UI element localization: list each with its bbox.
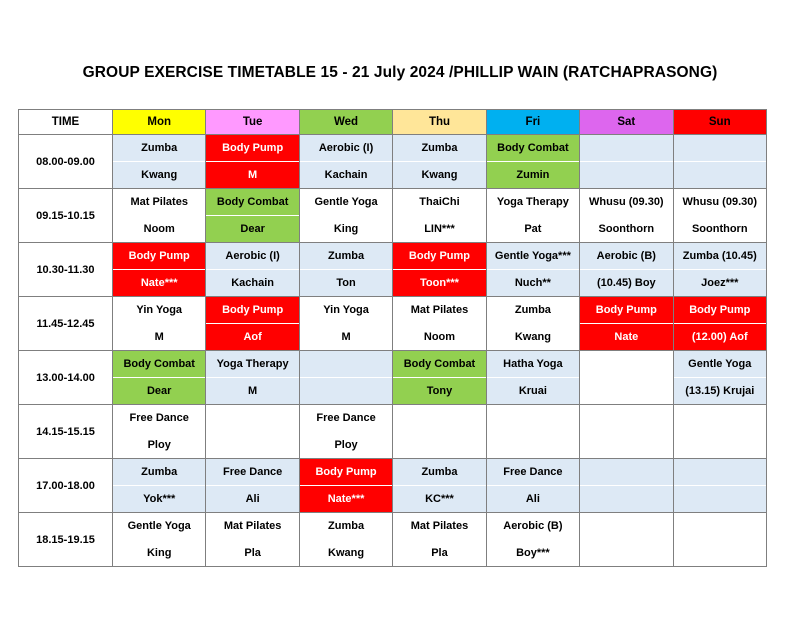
class-cell-mon [113, 405, 206, 459]
timetable-row [19, 351, 767, 405]
instructor-name: Nuch** [514, 277, 551, 289]
class-name [487, 405, 579, 432]
class-cell-thu [393, 351, 486, 405]
class-cell-wed [299, 405, 392, 459]
class-cell-tue [206, 189, 299, 243]
instructor-name: (12.00) Aof [691, 331, 748, 343]
class-cell-sun [673, 351, 766, 405]
time-slot: 14.15-15.15 [19, 405, 113, 459]
class-cell-sat [580, 135, 673, 189]
instructor-name: Kachain [231, 277, 275, 289]
instructor-name [580, 162, 672, 188]
instructor-name [580, 378, 672, 404]
class-cell-fri [486, 351, 579, 405]
class-cell-wed [299, 513, 392, 567]
class-cell-mon [113, 135, 206, 189]
class-name: Body Combat [487, 135, 579, 162]
instructor-name [580, 486, 672, 512]
instructor-name: KC*** [425, 493, 454, 505]
class-name: Body Combat [206, 189, 298, 216]
class-cell-wed [299, 189, 392, 243]
class-name: Gentle Yoga [674, 351, 766, 378]
class-name: Zumba (10.45) [674, 243, 766, 270]
class-cell-tue [206, 243, 299, 297]
instructor-name: Pat [524, 223, 542, 235]
class-name [674, 135, 766, 162]
instructor-name: King [146, 547, 172, 559]
class-name [580, 351, 672, 378]
timetable-row [19, 513, 767, 567]
class-name [674, 513, 766, 540]
class-name: Body Pump [206, 297, 298, 324]
instructor-name: Soonthorn [691, 223, 748, 235]
instructor-name [580, 540, 672, 566]
class-name: Body Combat [393, 351, 485, 378]
class-cell-fri [486, 189, 579, 243]
time-slot: 09.15-10.15 [19, 189, 113, 243]
instructor-name [580, 432, 672, 458]
class-cell-sun [673, 297, 766, 351]
timetable-row [19, 297, 767, 351]
instructor-name: Dear [146, 385, 172, 397]
class-cell-wed [299, 351, 392, 405]
class-name [580, 135, 672, 162]
instructor-name: (10.45) Boy [596, 277, 656, 289]
class-name: Aerobic (I) [300, 135, 392, 162]
class-cell-tue [206, 513, 299, 567]
class-name: Body Pump [393, 243, 485, 270]
timetable [18, 109, 767, 567]
class-name: Mat Pilates [113, 189, 205, 216]
instructor-name: Tony [426, 385, 453, 397]
time-slot: 08.00-09.00 [19, 135, 113, 189]
instructor-name [206, 432, 298, 458]
instructor-name: Ton [336, 277, 356, 289]
instructor-name: King [333, 223, 359, 235]
class-name [393, 405, 485, 432]
class-cell-sat [580, 351, 673, 405]
class-name: Gentle Yoga [300, 189, 392, 216]
class-cell-sun [673, 243, 766, 297]
class-name: Mat Pilates [393, 297, 485, 324]
class-name: Aerobic (B) [580, 243, 672, 270]
instructor-name: Pla [431, 547, 448, 559]
instructor-name: Kachain [324, 169, 368, 181]
instructor-name: Toon*** [420, 277, 459, 289]
instructor-name: Zumin [516, 169, 550, 181]
class-name: Free Dance [487, 459, 579, 486]
time-header: TIME [19, 110, 113, 135]
class-cell-mon [113, 297, 206, 351]
class-name: Zumba [300, 513, 392, 540]
class-cell-sat [580, 513, 673, 567]
class-name: Body Pump [300, 459, 392, 486]
instructor-name: Boy*** [516, 547, 550, 559]
instructor-name: M [154, 331, 164, 343]
instructor-name: Joez*** [701, 277, 739, 289]
day-header-thu: Thu [393, 110, 486, 135]
class-name: Yin Yoga [113, 297, 205, 324]
class-cell-tue [206, 351, 299, 405]
instructor-name: Kwang [328, 547, 365, 559]
class-cell-thu [393, 189, 486, 243]
class-name: ThaiChi [393, 189, 485, 216]
class-cell-thu [393, 459, 486, 513]
timetable-row [19, 459, 767, 513]
class-name: Whusu (09.30) [674, 189, 766, 216]
class-cell-tue [206, 405, 299, 459]
class-cell-mon [113, 513, 206, 567]
class-name: Zumba [393, 459, 485, 486]
instructor-name [674, 486, 766, 512]
instructor-name: Ali [525, 493, 540, 505]
time-slot: 18.15-19.15 [19, 513, 113, 567]
class-cell-sun [673, 405, 766, 459]
class-name: Gentle Yoga*** [487, 243, 579, 270]
instructor-name: M [248, 169, 258, 181]
instructor-name [674, 432, 766, 458]
class-name [674, 459, 766, 486]
class-name: Zumba [487, 297, 579, 324]
timetable-row [19, 135, 767, 189]
day-header-sun: Sun [673, 110, 766, 135]
day-header-fri: Fri [486, 110, 579, 135]
class-name: Zumba [393, 135, 485, 162]
class-cell-sun [673, 135, 766, 189]
instructor-name: Noom [423, 331, 456, 343]
timetable-row [19, 189, 767, 243]
class-name: Body Pump [206, 135, 298, 162]
class-name: Gentle Yoga [113, 513, 205, 540]
instructor-name [674, 540, 766, 566]
class-cell-thu [393, 135, 486, 189]
instructor-name: Pla [244, 547, 261, 559]
class-name: Free Dance [206, 459, 298, 486]
class-name [580, 459, 672, 486]
instructor-name: M [341, 331, 351, 343]
class-name: Yoga Therapy [487, 189, 579, 216]
class-name: Body Pump [113, 243, 205, 270]
instructor-name: Dear [240, 223, 265, 235]
instructor-name [393, 432, 485, 458]
class-name: Mat Pilates [206, 513, 298, 540]
instructor-name: M [248, 385, 258, 397]
class-cell-fri [486, 405, 579, 459]
class-name: Body Pump [674, 297, 766, 324]
class-cell-wed [299, 243, 392, 297]
class-cell-fri [486, 243, 579, 297]
page-title: GROUP EXERCISE TIMETABLE 15 - 21 July 2024 /PHILLIP WAIN (RATCHAPRASONG) [82, 64, 718, 81]
class-name: Zumba [113, 459, 205, 486]
class-cell-thu [393, 243, 486, 297]
instructor-name: Noom [143, 223, 175, 235]
day-header-wed: Wed [299, 110, 392, 135]
class-cell-thu [393, 513, 486, 567]
class-cell-fri [486, 135, 579, 189]
class-name [674, 405, 766, 432]
header-row [19, 110, 767, 135]
class-name: Yin Yoga [300, 297, 392, 324]
class-name [580, 513, 672, 540]
class-cell-tue [206, 297, 299, 351]
class-cell-mon [113, 243, 206, 297]
instructor-name: (13.15) Krujai [685, 385, 755, 397]
instructor-name: Kwang [421, 169, 458, 181]
class-name [580, 405, 672, 432]
class-cell-mon [113, 351, 206, 405]
day-header-tue: Tue [206, 110, 299, 135]
instructor-name: Ploy [334, 439, 358, 451]
class-name: Zumba [300, 243, 392, 270]
class-name: Body Combat [113, 351, 205, 378]
class-name: Free Dance [113, 405, 205, 432]
class-cell-fri [486, 513, 579, 567]
class-cell-sat [580, 297, 673, 351]
timetable-row [19, 243, 767, 297]
class-cell-sun [673, 189, 766, 243]
instructor-name: Aof [243, 331, 262, 343]
class-cell-wed [299, 135, 392, 189]
instructor-name: Kwang [141, 169, 178, 181]
instructor-name: Kwang [514, 331, 551, 343]
time-slot: 13.00-14.00 [19, 351, 113, 405]
time-slot: 11.45-12.45 [19, 297, 113, 351]
timetable-body [19, 135, 767, 567]
class-name: Yoga Therapy [206, 351, 298, 378]
class-cell-wed [299, 297, 392, 351]
class-cell-wed [299, 459, 392, 513]
class-name: Mat Pilates [393, 513, 485, 540]
class-cell-thu [393, 297, 486, 351]
class-name: Hatha Yoga [487, 351, 579, 378]
instructor-name [487, 432, 579, 458]
instructor-name: Yok*** [143, 493, 176, 505]
class-name: Aerobic (I) [206, 243, 298, 270]
instructor-name: Soonthorn [598, 223, 655, 235]
class-name: Free Dance [300, 405, 392, 432]
class-cell-fri [486, 297, 579, 351]
class-name: Body Pump [580, 297, 672, 324]
class-cell-tue [206, 135, 299, 189]
class-cell-tue [206, 459, 299, 513]
class-name: Aerobic (B) [487, 513, 579, 540]
class-cell-sun [673, 459, 766, 513]
instructor-name: Ploy [147, 439, 171, 451]
time-slot: 17.00-18.00 [19, 459, 113, 513]
timetable-row [19, 405, 767, 459]
class-name: Zumba [113, 135, 205, 162]
day-header-mon: Mon [113, 110, 206, 135]
class-cell-mon [113, 459, 206, 513]
instructor-name: Kruai [518, 385, 547, 397]
class-cell-sat [580, 189, 673, 243]
class-cell-sat [580, 243, 673, 297]
class-cell-sat [580, 459, 673, 513]
instructor-name: Ali [245, 493, 260, 505]
day-header-sat: Sat [580, 110, 673, 135]
instructor-name: LIN*** [424, 223, 455, 235]
class-cell-mon [113, 189, 206, 243]
instructor-name: Nate*** [140, 277, 178, 289]
instructor-name [674, 162, 766, 188]
instructor-name: Nate*** [327, 493, 365, 505]
class-name [300, 351, 392, 378]
class-cell-sat [580, 405, 673, 459]
class-cell-fri [486, 459, 579, 513]
instructor-name [300, 378, 392, 404]
class-cell-sun [673, 513, 766, 567]
class-name [206, 405, 298, 432]
instructor-name: Nate [614, 331, 639, 343]
class-name: Whusu (09.30) [580, 189, 672, 216]
time-slot: 10.30-11.30 [19, 243, 113, 297]
class-cell-thu [393, 405, 486, 459]
